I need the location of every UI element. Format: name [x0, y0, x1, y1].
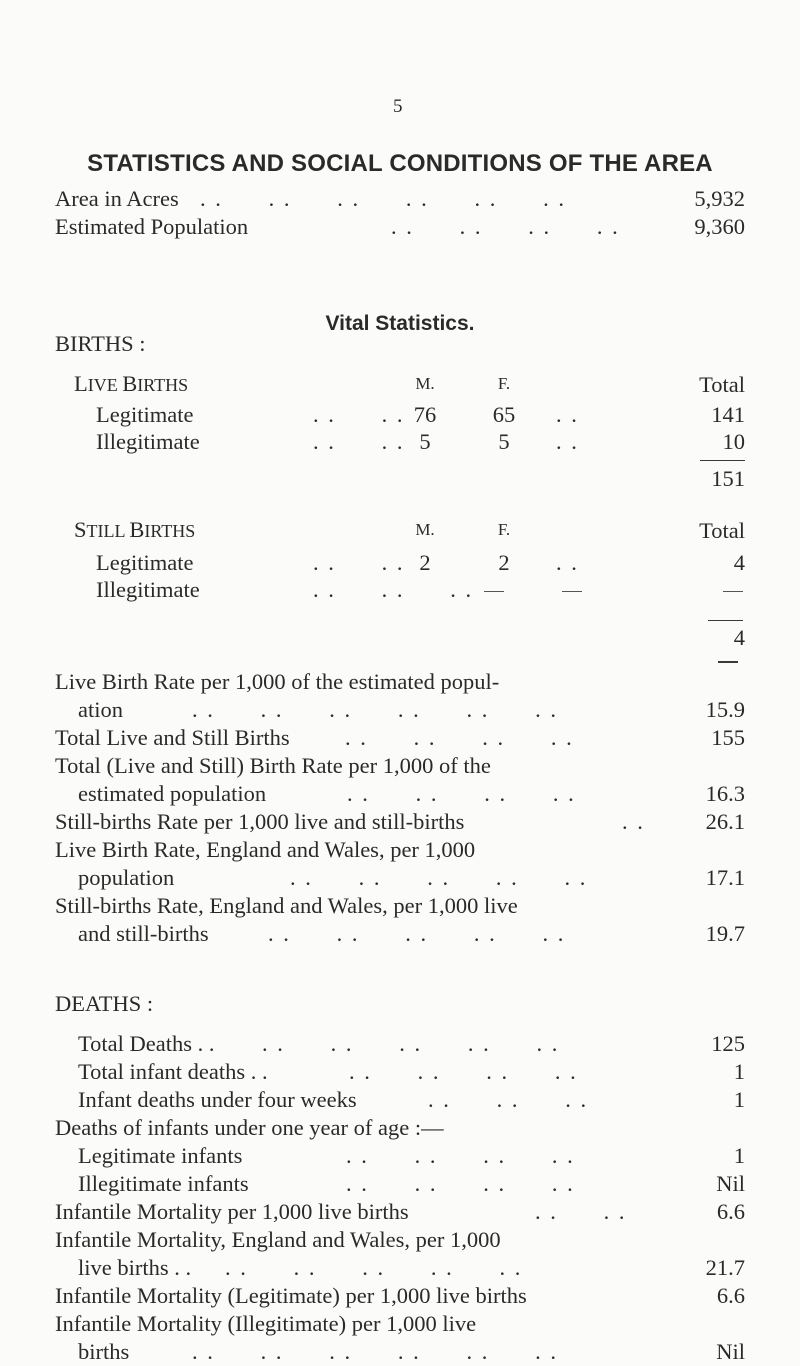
sum-rule	[708, 620, 743, 621]
live-births-sum: 151	[711, 466, 745, 491]
deaths-line: Total infant deaths . .	[78, 1059, 268, 1084]
live-births-title: LIVE BIRTHS	[74, 371, 189, 396]
leader-dots: . . . . . . . . . .	[262, 1031, 560, 1056]
deaths-value: 21.7	[705, 1255, 745, 1280]
deaths-value: 1	[733, 1059, 745, 1084]
live-illegit-m: 5	[419, 429, 431, 454]
sum-rule	[700, 460, 745, 461]
leader-dots: . . . . . . . . . .	[225, 1255, 523, 1280]
live-legit-m: 76	[413, 402, 437, 427]
leader-dots: . . . . . . . . . .	[268, 921, 566, 946]
still-births-title: STILL BIRTHS	[74, 517, 196, 542]
rate-line: Total Live and Still Births	[55, 725, 290, 750]
leader-dots: . . . . . . . .	[349, 1059, 578, 1084]
leader-dots: . . . . . . . .	[346, 1171, 575, 1196]
col-header-f: F.	[497, 374, 511, 393]
deaths-value: 125	[711, 1031, 745, 1056]
deaths-value: Nil	[716, 1339, 745, 1364]
rate-line: and still-births	[78, 921, 209, 946]
empty-dash	[562, 591, 582, 592]
births-heading: BIRTHS :	[55, 331, 146, 356]
still-illegit-label: Illegitimate	[96, 577, 200, 602]
deaths-line: births	[78, 1339, 130, 1364]
rate-line: Still-births Rate per 1,000 live and still-births	[55, 809, 465, 834]
leader-dots: . . . . . . . . . . . .	[192, 697, 558, 722]
leader-dots: . . . . . .	[428, 1087, 589, 1112]
leader-dots: . . . .	[313, 402, 405, 427]
still-births-sum: 4	[733, 625, 745, 650]
deaths-value: 6.6	[716, 1199, 745, 1224]
col-header-total: Total	[699, 372, 745, 397]
deaths-line: Infantile Mortality per 1,000 live births	[55, 1199, 409, 1224]
still-legit-label: Legitimate	[96, 550, 194, 575]
deaths-line: Legitimate infants	[78, 1143, 243, 1168]
rate-value: 26.1	[705, 809, 745, 834]
deaths-value: Nil	[716, 1171, 745, 1196]
population-value: 9,360	[694, 214, 745, 239]
leader-dots: . . . . . . . .	[347, 781, 576, 806]
live-illegit-f: 5	[498, 429, 510, 454]
deaths-line: Total Deaths . .	[78, 1031, 215, 1056]
live-illegit-label: Illegitimate	[96, 429, 200, 454]
leader-dots: . .	[556, 429, 579, 454]
deaths-line: Infantile Mortality (Legitimate) per 1,000 live births	[55, 1283, 527, 1308]
still-legit-f: 2	[498, 550, 510, 575]
rate-line: Still-births Rate, England and Wales, per 1,000 live	[55, 893, 518, 918]
leader-dots: . . . . . . . .	[391, 214, 620, 239]
section-subtitle: Vital Statistics.	[325, 312, 475, 335]
leader-dots: . . . .	[313, 429, 405, 454]
rate-line: Live Birth Rate per 1,000 of the estimated popul-	[55, 669, 500, 694]
area-value: 5,932	[694, 186, 745, 211]
rate-value: 15.9	[705, 697, 745, 722]
deaths-line: Infantile Mortality (Illegitimate) per 1,000 live	[55, 1311, 477, 1336]
deaths-heading: DEATHS :	[55, 991, 154, 1016]
leader-dots: . . . .	[313, 550, 405, 575]
live-legit-label: Legitimate	[96, 402, 194, 427]
col-header-total: Total	[699, 518, 745, 543]
rate-value: 155	[711, 725, 745, 750]
deaths-line: Infant deaths under four weeks	[78, 1087, 357, 1112]
sum-rule	[718, 661, 738, 663]
rate-line: Live Birth Rate, England and Wales, per 1,000	[55, 837, 476, 862]
live-legit-f: 65	[492, 402, 516, 427]
empty-dash	[723, 591, 743, 592]
population-label: Estimated Population	[55, 214, 249, 239]
leader-dots: . . . . . . . .	[345, 725, 574, 750]
deaths-line: Deaths of infants under one year of age :—	[55, 1115, 444, 1140]
live-illegit-total: 10	[722, 429, 745, 454]
leader-dots: . . . . . . . . . . . .	[192, 1339, 558, 1364]
leader-dots: . . . . . .	[313, 577, 474, 602]
deaths-value: 6.6	[716, 1283, 745, 1308]
rate-value: 16.3	[705, 781, 745, 806]
rate-value: 17.1	[705, 865, 745, 890]
leader-dots: . .	[622, 809, 645, 834]
leader-dots: . . . . . . . . . .	[290, 865, 588, 890]
deaths-line: Illegitimate infants	[78, 1171, 249, 1196]
leader-dots: . . . .	[535, 1199, 627, 1224]
rate-line: estimated population	[78, 781, 267, 806]
rate-line: Total (Live and Still) Birth Rate per 1,000 of the	[55, 753, 491, 778]
rate-line: ation	[78, 697, 123, 722]
col-header-f: F.	[497, 520, 511, 539]
deaths-line: live births . .	[78, 1255, 192, 1280]
page-number: 5	[393, 96, 403, 117]
rate-value: 19.7	[705, 921, 745, 946]
still-legit-m: 2	[419, 550, 431, 575]
deaths-line: Infantile Mortality, England and Wales, per 1,000	[55, 1227, 501, 1252]
leader-dots: . .	[556, 550, 579, 575]
live-legit-total: 141	[711, 402, 745, 427]
leader-dots: . .	[556, 402, 579, 427]
still-legit-total: 4	[733, 550, 745, 575]
page-title: STATISTICS AND SOCIAL CONDITIONS OF THE AREA	[87, 150, 713, 177]
leader-dots: . . . . . . . .	[346, 1143, 575, 1168]
leader-dots: . . . . . . . . . . . .	[200, 186, 566, 211]
area-label: Area in Acres	[55, 186, 179, 211]
col-header-m: M.	[415, 520, 435, 539]
deaths-value: 1	[733, 1087, 745, 1112]
empty-dash	[484, 591, 504, 592]
col-header-m: M.	[415, 374, 435, 393]
deaths-value: 1	[733, 1143, 745, 1168]
rate-line: population	[78, 865, 175, 890]
